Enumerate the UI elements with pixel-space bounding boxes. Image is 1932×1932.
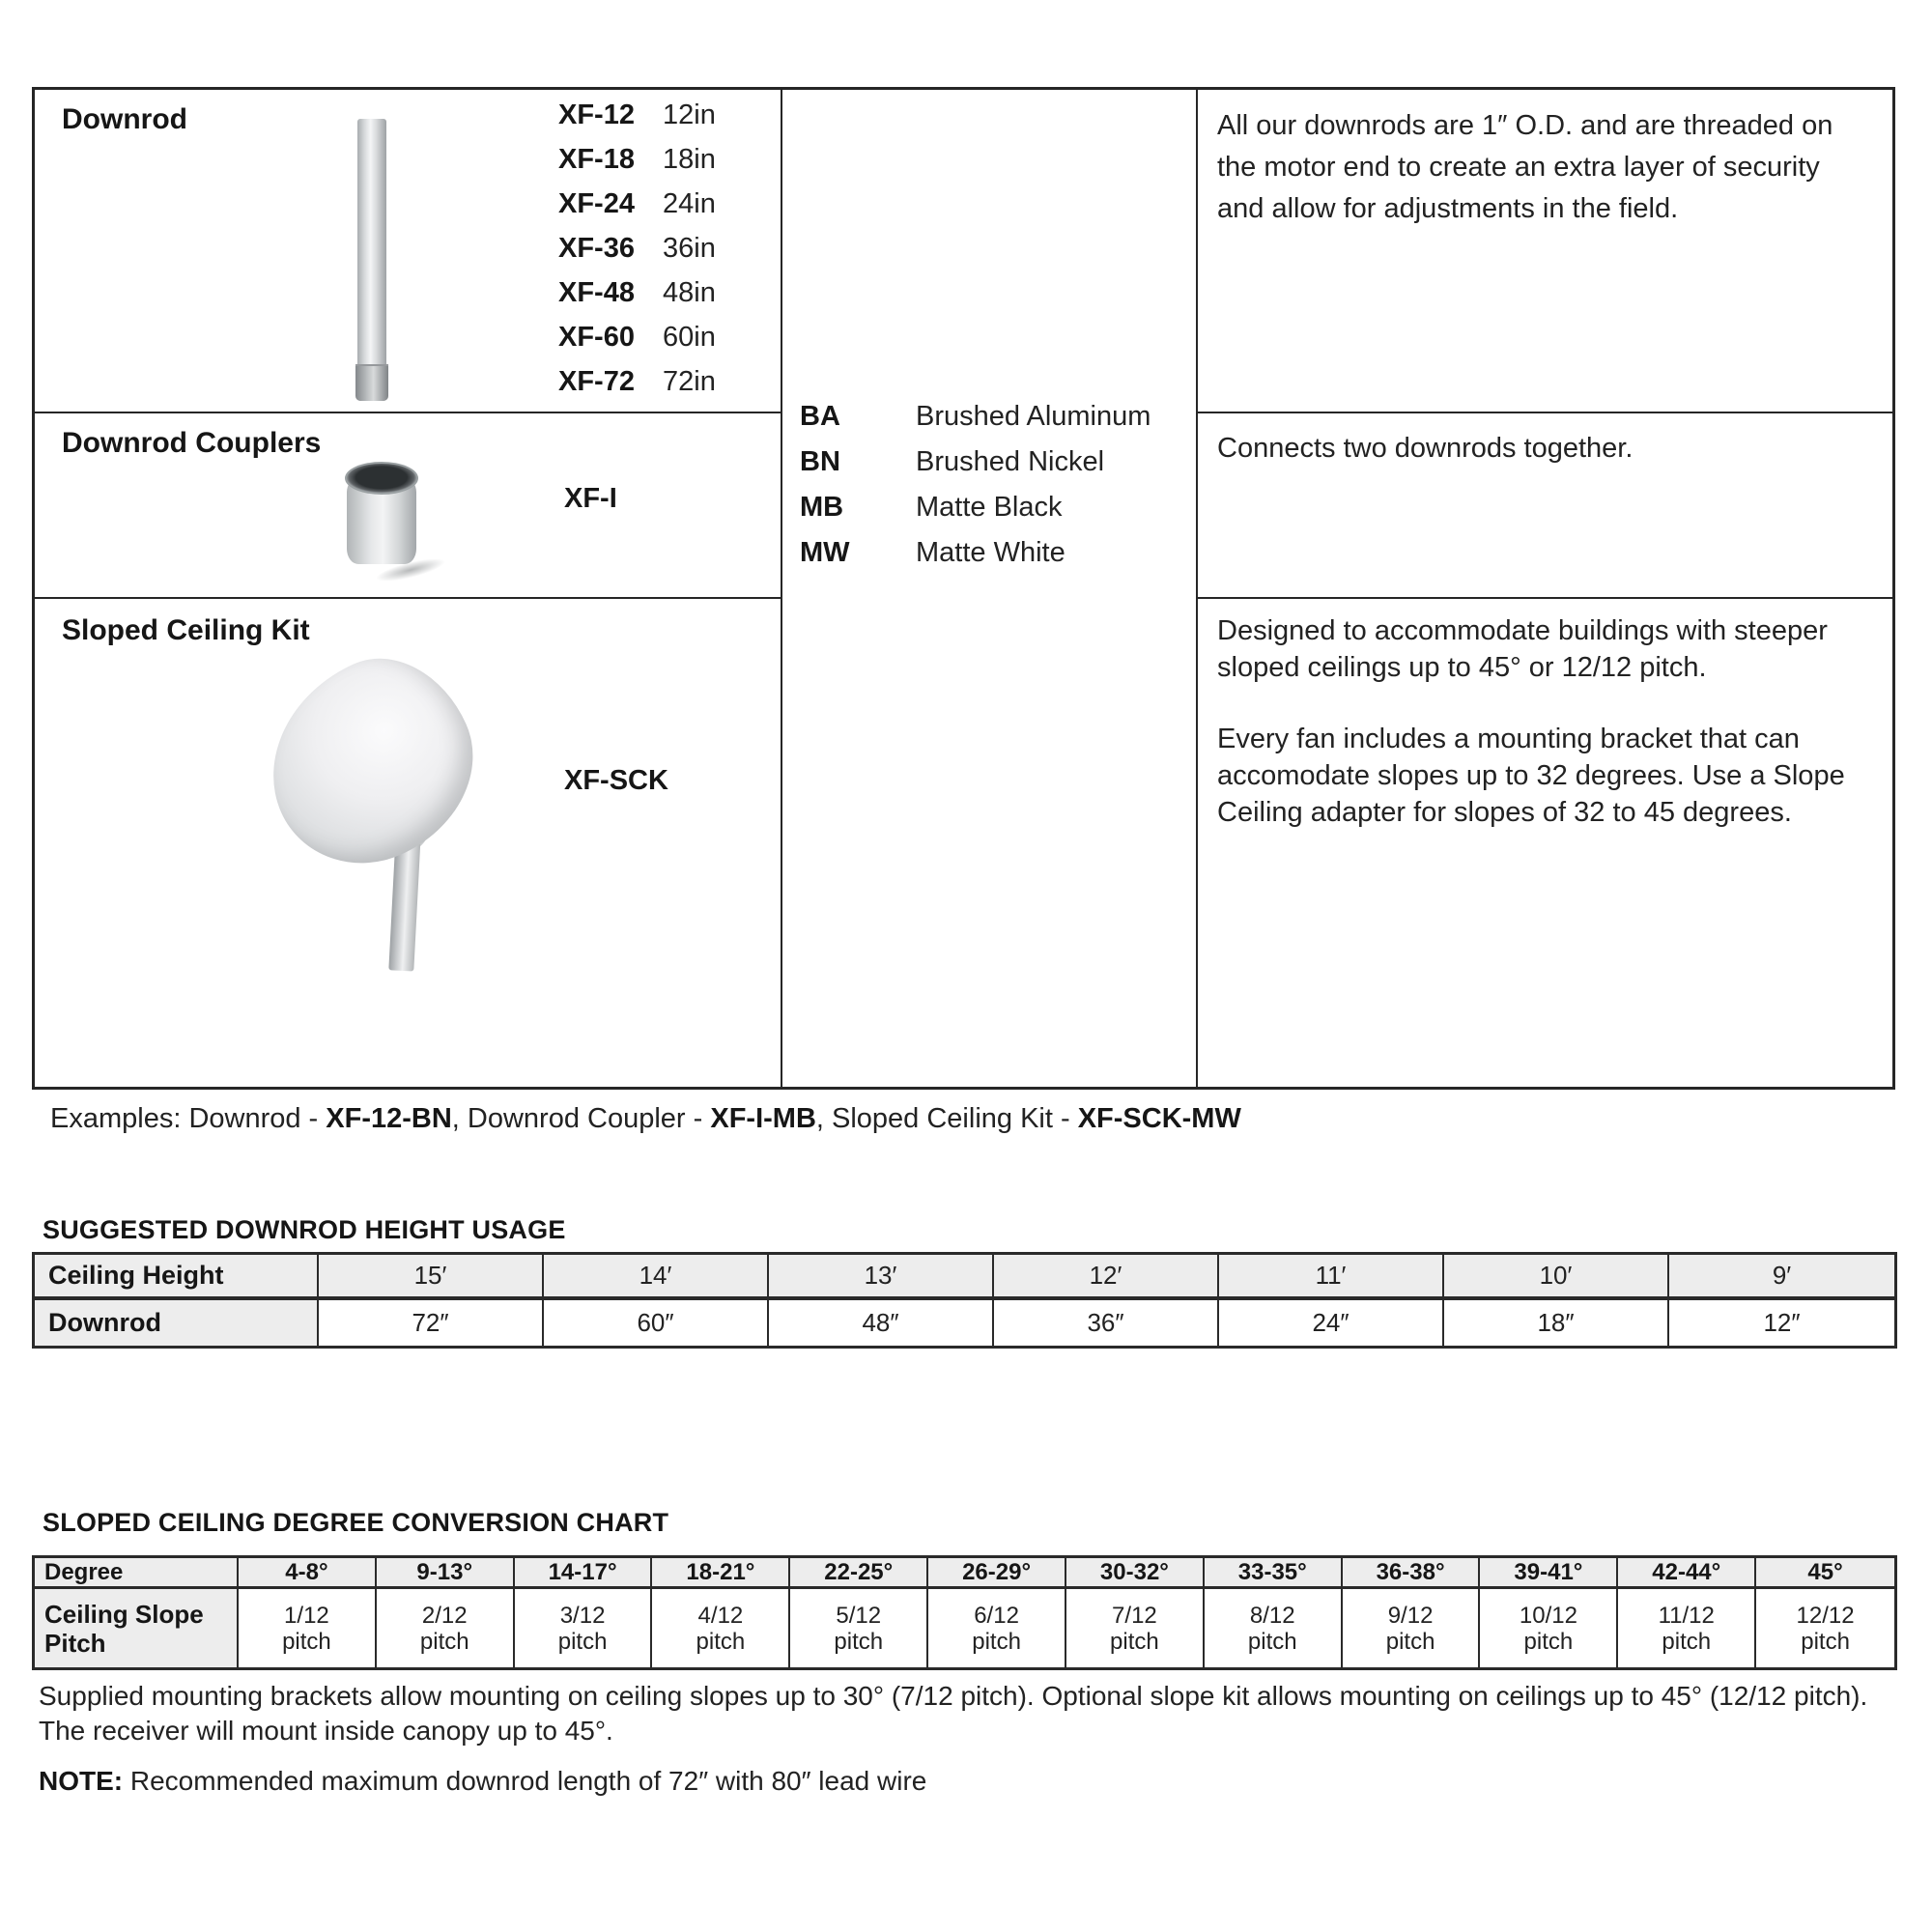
degree-cell: 22-25° [790, 1558, 928, 1589]
downrod-item [558, 144, 716, 188]
downrod-row-label: Downrod [35, 1300, 319, 1346]
degree-cell: 9-13° [377, 1558, 515, 1589]
downrod-item [558, 188, 716, 233]
examples-label: Examples: Downrod - [50, 1103, 327, 1134]
finish-name: Matte Black [916, 492, 1063, 523]
downrod-item-size: 24in [663, 188, 716, 219]
example-coupler-code: XF-I-MB [710, 1103, 816, 1134]
coupler-code: XF-I [564, 483, 617, 514]
sloped-kit-section [35, 599, 781, 1087]
degree-cell: 4-8° [239, 1558, 377, 1589]
max-downrod-note [39, 1766, 926, 1797]
downrod-item-size: 48in [663, 277, 716, 308]
pitch-cell: 3/12 pitch [515, 1589, 653, 1667]
degree-cell: 14-17° [515, 1558, 653, 1589]
pitch-cell: 11/12 pitch [1618, 1589, 1756, 1667]
finish-code: BA [800, 401, 840, 432]
note-label: NOTE: [39, 1766, 124, 1796]
degree-cell: 42-44° [1618, 1558, 1756, 1589]
finish-name: Brushed Aluminum [916, 401, 1151, 432]
degree-cell: 39-41° [1480, 1558, 1618, 1589]
sloped-kit-section-title: Sloped Ceiling Kit [62, 614, 310, 646]
height-table [32, 1252, 1897, 1349]
downrod-item-code: XF-36 [558, 233, 635, 264]
downrod-item-code: XF-72 [558, 366, 635, 397]
degree-table [32, 1555, 1897, 1670]
downrod-item-code: XF-18 [558, 144, 635, 175]
degree-cell: 26-29° [928, 1558, 1066, 1589]
finishes-column [782, 90, 1198, 1087]
finish-code: BN [800, 446, 840, 477]
pitch-cell: 7/12 pitch [1066, 1589, 1205, 1667]
downrod-product-image [357, 119, 386, 401]
coupler-description: Connects two downrods together. [1217, 433, 1634, 464]
mounting-note: Supplied mounting brackets allow mounting on ceiling slopes up to 30° (7/12 pitch). Optional slope kit allows mounting on ceilings up to 45° (12/12 pitch). The receiver will mount inside canopy up to 45°. [39, 1681, 1868, 1746]
downrod-length-cell: 60″ [544, 1300, 769, 1346]
finish-item [782, 446, 1196, 492]
downrod-item-code: XF-48 [558, 277, 635, 308]
examples-sep: , Downrod Coupler - [451, 1103, 711, 1134]
coupler-section-title: Downrod Couplers [62, 427, 322, 459]
finish-list [782, 401, 1196, 582]
products-column [35, 90, 782, 1087]
pitch-cell: 8/12 pitch [1205, 1589, 1343, 1667]
downrod-item-code: XF-24 [558, 188, 635, 219]
downrod-item-code: XF-12 [558, 99, 635, 130]
sloped-kit-description [1198, 599, 1892, 831]
coupler-section [35, 413, 781, 599]
downrod-item [558, 233, 716, 277]
downrod-description: All our downrods are 1″ O.D. and are threaded on the motor end to create an extra layer of security and allow for adjustments in the field. [1217, 110, 1833, 224]
examples-sep: , Sloped Ceiling Kit - [815, 1103, 1078, 1134]
coupler-product-image [342, 462, 423, 570]
pitch-cell: 4/12 pitch [652, 1589, 790, 1667]
downrod-length-cell: 18″ [1444, 1300, 1669, 1346]
degree-cell: 30-32° [1066, 1558, 1205, 1589]
pitch-row-label: Ceiling Slope Pitch [35, 1589, 239, 1667]
ceiling-height-cell: 13′ [769, 1255, 994, 1300]
downrod-item-code: XF-60 [558, 322, 635, 353]
pitch-cell: 6/12 pitch [928, 1589, 1066, 1667]
downrod-section [35, 90, 781, 413]
sloped-kit-product-image [255, 652, 497, 971]
finish-item [782, 492, 1196, 537]
degree-cell: 45° [1756, 1558, 1894, 1589]
finish-code: MW [800, 537, 850, 568]
downrod-item [558, 322, 716, 366]
downrod-length-cell: 48″ [769, 1300, 994, 1346]
finish-item [782, 401, 1196, 446]
ceiling-height-cell: 14′ [544, 1255, 769, 1300]
sloped-kit-code: XF-SCK [564, 765, 668, 796]
coupler-description-cell [1198, 413, 1892, 599]
ceiling-height-row-label: Ceiling Height [35, 1255, 319, 1300]
pitch-cell: 5/12 pitch [790, 1589, 928, 1667]
ceiling-height-cell: 15′ [319, 1255, 544, 1300]
ceiling-height-cell: 12′ [994, 1255, 1219, 1300]
pitch-cell: 2/12 pitch [377, 1589, 515, 1667]
examples-line [50, 1103, 1241, 1135]
ceiling-height-cell: 11′ [1219, 1255, 1444, 1300]
finish-code: MB [800, 492, 844, 523]
downrod-code-list [558, 99, 716, 411]
sloped-kit-description-p2: Every fan includes a mounting bracket that can accomodate slopes up to 32 degrees. Use a Slope Ceiling adapter for slopes of 32 to 45 degrees. [1217, 724, 1845, 828]
descriptions-column [1198, 90, 1892, 1087]
downrod-section-title: Downrod [62, 103, 187, 135]
degree-cell: 18-21° [652, 1558, 790, 1589]
finish-name: Matte White [916, 537, 1065, 568]
product-spec-table [32, 87, 1895, 1090]
degree-row-label: Degree [35, 1558, 239, 1589]
pitch-cell: 9/12 pitch [1343, 1589, 1481, 1667]
finish-name: Brushed Nickel [916, 446, 1105, 477]
example-downrod-code: XF-12-BN [326, 1103, 452, 1134]
degree-cell: 33-35° [1205, 1558, 1343, 1589]
downrod-item [558, 366, 716, 411]
downrod-description-cell [1198, 90, 1892, 413]
downrod-length-cell: 36″ [994, 1300, 1219, 1346]
downrod-length-cell: 72″ [319, 1300, 544, 1346]
degree-cell: 36-38° [1343, 1558, 1481, 1589]
downrod-item-size: 72in [663, 366, 716, 397]
height-table-title: SUGGESTED DOWNROD HEIGHT USAGE [43, 1215, 566, 1244]
pitch-cell: 12/12 pitch [1756, 1589, 1894, 1667]
pitch-cell: 10/12 pitch [1480, 1589, 1618, 1667]
example-sck-code: XF-SCK-MW [1077, 1103, 1241, 1134]
downrod-item-size: 18in [663, 144, 716, 175]
note-text: Recommended maximum downrod length of 72″ with 80″ lead wire [129, 1766, 927, 1796]
downrod-item [558, 277, 716, 322]
pitch-cell: 1/12 pitch [239, 1589, 377, 1667]
degree-table-title: SLOPED CEILING DEGREE CONVERSION CHART [43, 1508, 669, 1537]
downrod-length-cell: 24″ [1219, 1300, 1444, 1346]
finish-item [782, 537, 1196, 582]
downrod-item-size: 60in [663, 322, 716, 353]
downrod-length-cell: 12″ [1669, 1300, 1894, 1346]
ceiling-height-cell: 10′ [1444, 1255, 1669, 1300]
downrod-item-size: 36in [663, 233, 716, 264]
downrod-item [558, 99, 716, 144]
sloped-kit-description-p1: Designed to accommodate buildings with steeper sloped ceilings up to 45° or 12/12 pitch. [1217, 615, 1828, 683]
sloped-kit-description-cell [1198, 599, 1892, 1087]
downrod-item-size: 12in [663, 99, 716, 130]
ceiling-height-cell: 9′ [1669, 1255, 1894, 1300]
